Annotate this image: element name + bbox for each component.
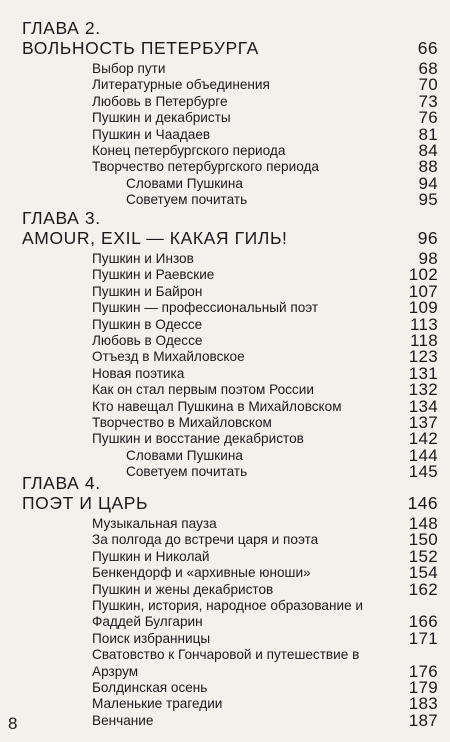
entry-page: 134 bbox=[408, 396, 438, 416]
entry-title: Пушкин и Чаадаев bbox=[92, 126, 211, 142]
entry-page: 137 bbox=[408, 413, 438, 433]
entry-title: Словами Пушкина bbox=[126, 447, 243, 463]
chapter-title: AMOUR, EXIL — КАКАЯ ГИЛЬ! bbox=[22, 228, 288, 248]
toc-entry bbox=[22, 565, 438, 581]
toc-entry bbox=[22, 598, 438, 631]
entry-page: 123 bbox=[408, 347, 438, 367]
toc-entry bbox=[22, 415, 438, 431]
entry-page: 98 bbox=[418, 249, 438, 268]
entry-title: Советуем почитать bbox=[126, 464, 248, 480]
entry-title: Пушкин и декабристы bbox=[92, 110, 231, 126]
entry-page: 95 bbox=[418, 190, 438, 210]
chapter-heading: ГЛАВА 3. bbox=[22, 208, 101, 228]
toc-entry bbox=[22, 281, 438, 301]
toc-entry bbox=[22, 516, 438, 532]
entry-title: Маленькие трагедии bbox=[92, 696, 223, 712]
entry-title: Отъезд в Михайловское bbox=[92, 349, 245, 365]
toc-entry bbox=[22, 61, 438, 77]
chapter-title: ПОЭТ И ЦАРЬ bbox=[22, 493, 149, 513]
toc-entry bbox=[22, 579, 438, 599]
entry-title: Венчание bbox=[92, 712, 154, 728]
entry-title: Пушкин в Одессе bbox=[92, 316, 203, 332]
entry-page: 70 bbox=[418, 75, 438, 95]
entry-page: 142 bbox=[408, 429, 438, 449]
entry-title: Пушкин и восстание декабристов bbox=[92, 431, 304, 447]
entry-list bbox=[22, 61, 438, 209]
toc-entry bbox=[22, 349, 438, 365]
entry-title: Пушкин и Байрон bbox=[92, 283, 203, 299]
toc-entry bbox=[22, 647, 438, 680]
entry-title: Творчество петербургского периода bbox=[92, 159, 319, 175]
chapter-heading: ГЛАВА 4. bbox=[22, 473, 101, 493]
page-number: 8 bbox=[8, 714, 18, 733]
entry-title: Бенкендорф и «архивные юноши» bbox=[92, 565, 311, 581]
chapter-title: ВОЛЬНОСТЬ ПЕТЕРБУРГА bbox=[22, 38, 259, 58]
toc-entry bbox=[22, 124, 438, 144]
entry-title: Пушкин и Раевские bbox=[92, 267, 215, 283]
entry-page: 107 bbox=[408, 281, 438, 301]
entry-page: 131 bbox=[408, 363, 438, 383]
entry-page: 88 bbox=[418, 157, 438, 177]
entry-page: 132 bbox=[408, 380, 438, 400]
toc-entry bbox=[22, 110, 438, 126]
toc-entry bbox=[22, 77, 438, 93]
entry-page: 176 bbox=[408, 661, 438, 681]
entry-title: Поиск избранницы bbox=[92, 630, 211, 646]
entry-page: 84 bbox=[418, 141, 438, 161]
entry-title: Творчество в Михайловском bbox=[92, 415, 272, 431]
entry-page: 113 bbox=[409, 314, 438, 334]
entry-title: Пушкин и Инзов bbox=[92, 251, 194, 266]
toc-entry bbox=[22, 680, 438, 696]
chapter-page-number: 66 bbox=[417, 38, 438, 58]
toc-entry bbox=[22, 431, 438, 447]
entry-title: Музыкальная пауза bbox=[92, 516, 217, 531]
entry-page: 145 bbox=[408, 462, 438, 482]
entry-title: Пушкин и Николай bbox=[92, 548, 210, 564]
entry-title: Любовь в Петербурге bbox=[92, 93, 228, 109]
toc-entry bbox=[22, 628, 438, 648]
entry-page: 154 bbox=[408, 563, 438, 583]
entry-page: 183 bbox=[408, 694, 438, 714]
entry-page: 81 bbox=[418, 124, 438, 144]
entry-page: 179 bbox=[408, 678, 438, 698]
chapter-2 bbox=[22, 19, 438, 209]
entry-page: 144 bbox=[408, 445, 438, 465]
toc-entry bbox=[22, 314, 438, 334]
entry-title: Пушкин — профессиональный поэт bbox=[92, 300, 319, 316]
toc-subentry bbox=[22, 445, 438, 465]
entry-title: Кто навещал Пушкина в Михайловском bbox=[92, 398, 342, 414]
entry-page: 109 bbox=[408, 298, 438, 318]
toc-entry bbox=[22, 267, 438, 283]
entry-title: Литературные объединения bbox=[92, 77, 270, 93]
entry-title: Пушкин и жены декабристов bbox=[92, 581, 274, 597]
entry-page: 152 bbox=[408, 546, 438, 566]
toc-entry bbox=[22, 159, 438, 175]
entry-title: Болдинская осень bbox=[92, 680, 208, 696]
entry-title: За полгода до встречи царя и поэта bbox=[92, 532, 319, 548]
toc-subentry bbox=[22, 173, 438, 193]
toc-entry bbox=[22, 143, 438, 159]
entry-title: Как он стал первым поэтом России bbox=[92, 382, 314, 398]
entry-page: 187 bbox=[408, 710, 438, 730]
entry-list bbox=[22, 251, 438, 481]
entry-page: 68 bbox=[418, 59, 438, 78]
chapter-heading: ГЛАВА 2. bbox=[22, 18, 101, 38]
toc-entry bbox=[22, 251, 438, 267]
toc-entry bbox=[22, 546, 438, 566]
entry-title: Советуем почитать bbox=[126, 192, 248, 208]
entry-page: 171 bbox=[408, 628, 438, 648]
toc-entry bbox=[22, 300, 438, 316]
entry-title: Конец петербургского периода bbox=[92, 143, 286, 159]
toc-entry bbox=[22, 91, 438, 111]
toc-entry bbox=[22, 696, 438, 712]
entry-page: 94 bbox=[418, 173, 438, 193]
toc-entry bbox=[22, 363, 438, 383]
chapter-3 bbox=[22, 209, 438, 481]
entry-title: Новая поэтика bbox=[92, 365, 185, 381]
toc-subentry bbox=[22, 192, 438, 208]
entry-page: 118 bbox=[409, 331, 438, 351]
entry-page: 102 bbox=[408, 265, 438, 285]
entry-page: 166 bbox=[408, 612, 438, 632]
toc-entry bbox=[22, 710, 438, 730]
toc-entry bbox=[22, 333, 438, 349]
toc-entry bbox=[22, 396, 438, 416]
entry-title: Пушкин, история, народное образование и Фаддей Булгарин bbox=[92, 598, 364, 630]
toc-entry bbox=[22, 382, 438, 398]
chapter-4 bbox=[22, 474, 438, 729]
entry-title: Выбор пути bbox=[92, 61, 166, 76]
entry-page: 150 bbox=[408, 530, 438, 550]
entry-page: 148 bbox=[408, 514, 438, 533]
chapter-page-number: 146 bbox=[407, 493, 438, 513]
entry-page: 162 bbox=[408, 579, 438, 599]
entry-page: 76 bbox=[418, 108, 438, 128]
chapter-page-number: 96 bbox=[417, 228, 438, 248]
entry-list bbox=[22, 516, 438, 729]
entry-page: 73 bbox=[418, 91, 438, 111]
entry-title: Любовь в Одессе bbox=[92, 333, 203, 349]
toc-entry bbox=[22, 532, 438, 548]
entry-title: Сватовство к Гончаровой и путешествие в Арзрум bbox=[92, 647, 360, 679]
entry-title: Словами Пушкина bbox=[126, 175, 243, 191]
